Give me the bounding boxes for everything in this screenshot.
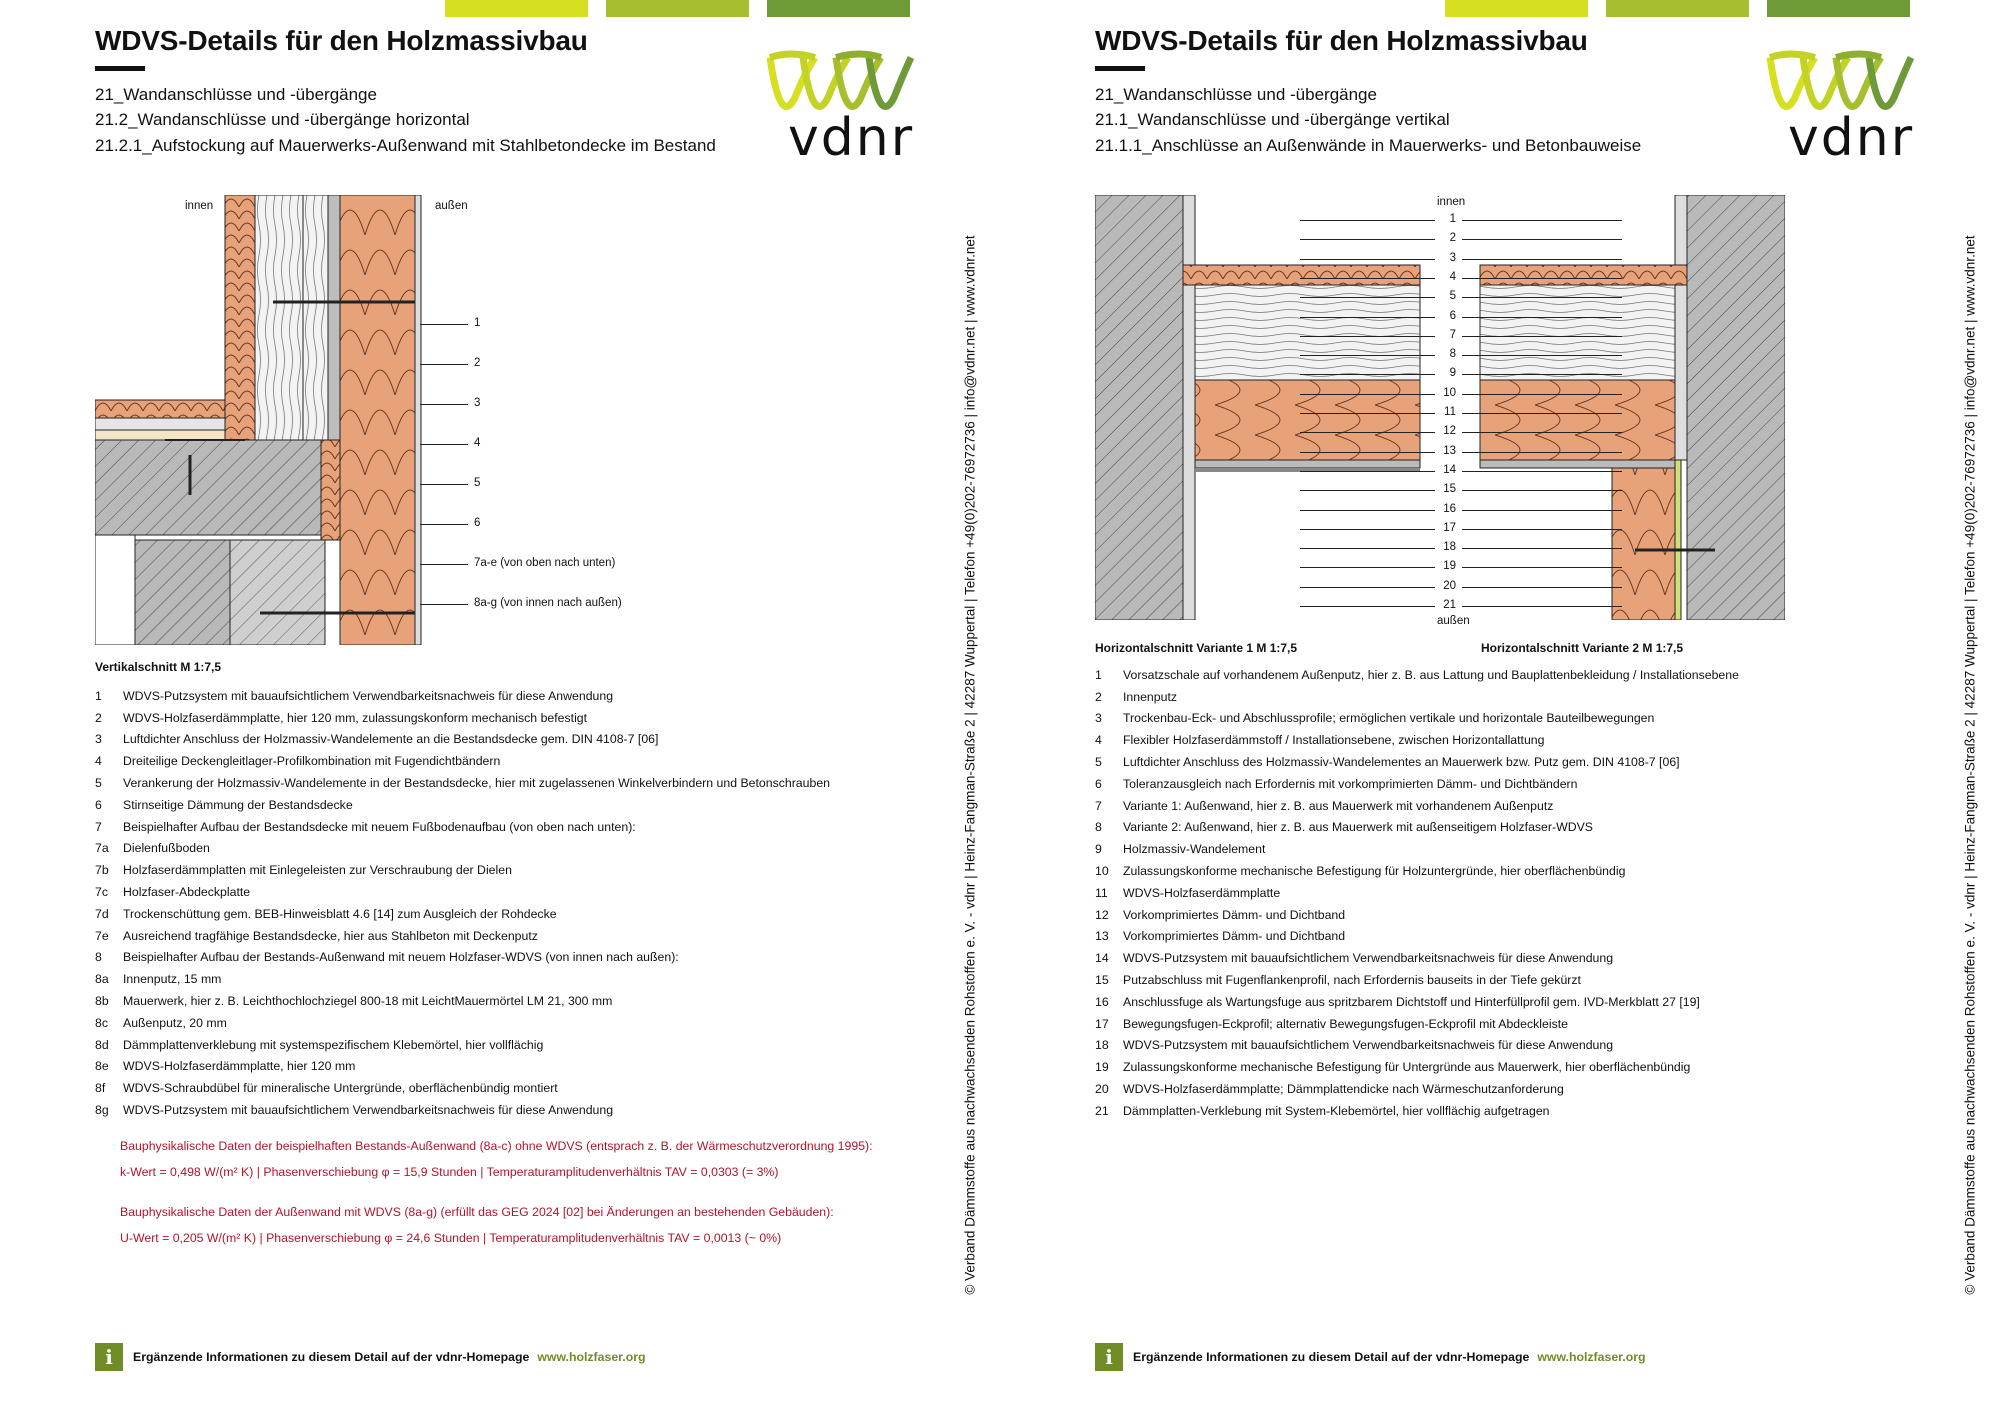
legend-text: Holzmassiv-Wandelement <box>1123 842 1266 857</box>
callout-leader <box>1300 336 1435 337</box>
footer-link[interactable]: www.holzfaser.org <box>537 1350 646 1364</box>
accent-bar-3 <box>1767 0 1910 17</box>
subtitle-section: 21.2_Wandanschlüsse und -übergänge horizontal <box>95 110 470 129</box>
note-wdvs-values: U-Wert = 0,205 W/(m² K) | Phasenverschiebung φ = 24,6 Stunden | Temperaturamplitudenverhältnis TAV = 0,0013 (~ 0%) <box>120 1231 782 1245</box>
legend-number: 7 <box>95 819 102 834</box>
callout-leader <box>420 324 468 325</box>
callout-leader <box>1462 548 1622 549</box>
subtitle-section: 21.1_Wandanschlüsse und -übergänge vertikal <box>1095 110 1450 129</box>
legend-text: Anschlussfuge als Wartungsfuge aus spritzbarem Dichtstoff und Hinterfüllprofil gem. IVD-Merkblatt 27 [19] <box>1123 994 1700 1009</box>
legend-number: 5 <box>1095 755 1102 770</box>
legend-item <box>95 1056 830 1078</box>
callout-leader <box>1462 510 1622 511</box>
callout-leader <box>1462 587 1622 588</box>
callout-leader <box>1462 278 1622 279</box>
legend-item <box>1095 664 1739 686</box>
legend-item <box>1095 991 1739 1013</box>
callout-leader <box>1300 587 1435 588</box>
legend-text: Dielenfußboden <box>123 841 210 856</box>
callout-leader <box>1300 490 1435 491</box>
legend-item <box>95 925 830 947</box>
callout-number: 15 <box>1443 483 1456 496</box>
callout-leader <box>1300 297 1435 298</box>
note-existing-values: k-Wert = 0,498 W/(m² K) | Phasenverschiebung φ = 15,9 Stunden | Temperaturamplitudenverhältnis TAV = 0,0303 (= 3%) <box>120 1165 779 1179</box>
legend-item <box>1095 686 1739 708</box>
legend-item <box>1095 817 1739 839</box>
callout-leader <box>1300 567 1435 568</box>
legend-number: 8 <box>1095 820 1102 835</box>
legend-text: Toleranzausgleich nach Erfordernis mit vorkomprimierten Dämm- und Dichtbändern <box>1123 776 1578 791</box>
legend-text: WDVS-Putzsystem mit bauaufsichtlichem Verwendbarkeitsnachweis für diese Anwendung <box>1123 951 1614 966</box>
legend-number: 8c <box>95 1015 108 1030</box>
legend-item <box>1095 708 1739 730</box>
legend-text: Dreiteilige Deckengleitlager-Profilkombination mit Fugendichtbändern <box>123 754 501 769</box>
callout-leader <box>1462 336 1622 337</box>
side-imprint <box>960 140 980 1390</box>
legend-number: 7e <box>95 928 109 943</box>
legend-text: WDVS-Putzsystem mit bauaufsichtlichem Verwendbarkeitsnachweis für diese Anwendung <box>123 1103 614 1118</box>
legend-list <box>95 685 830 1121</box>
callout-leader <box>1300 432 1435 433</box>
callout-number: 20 <box>1443 579 1456 592</box>
legend-text: Beispielhafter Aufbau der Bestandsdecke mit neuem Fußbodenaufbau (von oben nach unten): <box>123 819 636 834</box>
legend-item <box>95 707 830 729</box>
legend-item <box>95 881 830 903</box>
footer-text: Ergänzende Informationen zu diesem Detail auf der vdnr-Homepage <box>1133 1350 1530 1364</box>
callout-label: 6 <box>474 517 481 529</box>
callout-leader <box>1300 548 1435 549</box>
accent-bar-2 <box>606 0 749 17</box>
legend-number: 8g <box>95 1103 109 1118</box>
vertical-section-drawing <box>95 195 515 645</box>
legend-item <box>1095 795 1739 817</box>
callout-number: 12 <box>1443 425 1456 438</box>
legend-number: 8d <box>95 1037 109 1052</box>
callout-leader <box>1300 278 1435 279</box>
legend-text: Vorsatzschale auf vorhandenem Außenputz, hier z. B. aus Lattung und Bauplattenbekleidung / Installationsebene <box>1123 667 1739 682</box>
callout-leader <box>420 604 468 605</box>
legend-item <box>1095 773 1739 795</box>
legend-number: 1 <box>95 688 102 703</box>
legend-number: 3 <box>1095 711 1102 726</box>
legend-number: 8f <box>95 1081 106 1096</box>
legend-text: Beispielhafter Aufbau der Bestands-Außenwand mit neuem Holzfaser-WDVS (von innen nach außen): <box>123 950 679 965</box>
info-icon: i <box>95 1343 123 1371</box>
legend-number: 12 <box>1095 907 1109 922</box>
legend-number: 20 <box>1095 1082 1109 1097</box>
legend-number: 14 <box>1095 951 1109 966</box>
callout-leader <box>1462 317 1622 318</box>
callout-leader <box>1300 606 1435 607</box>
legend-text: Innenputz <box>1123 689 1178 704</box>
legend-item <box>95 794 830 816</box>
legend-item <box>1095 1013 1739 1035</box>
legend-text: WDVS-Holzfaserdämmplatte, hier 120 mm, zulassungskonform mechanisch befestigt <box>123 710 588 725</box>
callout-number: 6 <box>1449 309 1456 322</box>
legend-item <box>1095 1078 1739 1100</box>
legend-number: 4 <box>95 754 102 769</box>
legend-text: Verankerung der Holzmassiv-Wandelemente in der Bestandsdecke, hier mit zugelassenen Winkelverbindern und Betonschrauben <box>123 776 831 791</box>
legend-number: 2 <box>1095 689 1102 704</box>
subtitle-chapter: 21_Wandanschlüsse und -übergänge <box>95 85 377 104</box>
legend-number: 16 <box>1095 994 1109 1009</box>
callout-label: 7a-e (von oben nach unten) <box>474 557 616 569</box>
legend-number: 8a <box>95 972 109 987</box>
legend-item <box>95 947 830 969</box>
callout-leader <box>420 524 468 525</box>
callout-leader <box>420 564 468 565</box>
callout-leader <box>1300 239 1435 240</box>
legend-text: Holzfaserdämmplatten mit Einlegeleisten zur Verschraubung der Dielen <box>123 863 512 878</box>
legend-text: WDVS-Putzsystem mit bauaufsichtlichem Verwendbarkeitsnachweis für diese Anwendung <box>1123 1038 1614 1053</box>
legend-text: Dämmplatten-Verklebung mit System-Klebemörtel, hier vollflächig aufgetragen <box>1123 1103 1550 1118</box>
legend-number: 13 <box>1095 929 1109 944</box>
imprint-text: © Verband Dämmstoffe aus nachwachsenden Rohstoffen e. V. - vdnr | Heinz-Fangman-Straße 2 | 42287 Wuppertal | Telefon +49(0)202-76972736 | info@vdnr.net | www.vdnr.net <box>1962 235 1978 1295</box>
legend-number: 19 <box>1095 1060 1109 1075</box>
legend-text: Außenputz, 20 mm <box>123 1015 227 1030</box>
legend-text: Vorkomprimiertes Dämm- und Dichtband <box>1123 907 1346 922</box>
legend-number: 4 <box>1095 733 1102 748</box>
legend-item <box>95 968 830 990</box>
callout-leader <box>1300 452 1435 453</box>
callout-leader <box>1462 606 1622 607</box>
callout-number: 19 <box>1443 560 1456 573</box>
legend-item <box>95 1077 830 1099</box>
footer-info <box>1095 1343 1646 1371</box>
legend-number: 7a <box>95 841 109 856</box>
legend-text: Zulassungskonforme mechanische Befestigung für Untergründe aus Mauerwerk, hier oberflächenbündig <box>1123 1060 1691 1075</box>
callout-leader <box>1462 239 1622 240</box>
legend-number: 11 <box>1095 885 1108 900</box>
legend-item <box>95 1012 830 1034</box>
accent-bar-2 <box>1606 0 1749 17</box>
subtitle-detail: 21.1.1_Anschlüsse an Außenwände in Mauerwerks- und Betonbauweise <box>1095 136 1642 155</box>
callout-leader <box>1462 355 1622 356</box>
legend-number: 8b <box>95 994 109 1009</box>
callout-leader <box>1462 394 1622 395</box>
legend-number: 1 <box>1095 667 1102 682</box>
legend-text: Zulassungskonforme mechanische Befestigung für Holzuntergründe, hier oberflächenbündig <box>1123 864 1626 879</box>
callout-number: 13 <box>1443 444 1456 457</box>
legend-item <box>95 772 830 794</box>
side-imprint <box>1960 140 1980 1390</box>
callout-leader <box>420 364 468 365</box>
accent-bar-1 <box>445 0 588 17</box>
legend-item <box>95 838 830 860</box>
callout-number: 3 <box>1449 251 1456 264</box>
legend-number: 17 <box>1095 1016 1109 1031</box>
callout-leader <box>1300 510 1435 511</box>
legend-text: Stirnseitige Dämmung der Bestandsdecke <box>123 797 353 812</box>
accent-bar-3 <box>767 0 910 17</box>
legend-number: 7b <box>95 863 109 878</box>
legend-item <box>1095 729 1739 751</box>
legend-item <box>95 1034 830 1056</box>
legend-item <box>1095 751 1739 773</box>
legend-number: 9 <box>1095 842 1102 857</box>
callout-leader <box>1300 471 1435 472</box>
legend-item <box>1095 969 1739 991</box>
callout-label: 8a-g (von innen nach außen) <box>474 597 622 609</box>
callout-leader <box>1462 490 1622 491</box>
callout-label: 3 <box>474 397 481 409</box>
legend-number: 10 <box>1095 864 1109 879</box>
legend-text: WDVS-Holzfaserdämmplatte, hier 120 mm <box>123 1059 356 1074</box>
legend-item <box>1095 947 1739 969</box>
callout-number: 2 <box>1449 232 1456 245</box>
title-rule <box>1095 66 1145 71</box>
legend-text: Vorkomprimiertes Dämm- und Dichtband <box>1123 929 1346 944</box>
legend-text: Luftdichter Anschluss des Holzmassiv-Wandelementes an Mauerwerk bzw. Putz gem. DIN 4108-7 [06] <box>1123 755 1680 770</box>
callout-leader <box>420 444 468 445</box>
callout-number: 14 <box>1443 463 1456 476</box>
legend-item <box>95 729 830 751</box>
legend-text: Innenputz, 15 mm <box>123 972 222 987</box>
footer-text: Ergänzende Informationen zu diesem Detail auf der vdnr-Homepage <box>133 1350 530 1364</box>
legend-text: Trockenschüttung gem. BEB-Hinweisblatt 4.6 [14] zum Ausgleich der Rohdecke <box>123 906 557 921</box>
legend-item <box>95 816 830 838</box>
logo-text: vdnr <box>1788 108 1915 168</box>
callout-number: 16 <box>1443 502 1456 515</box>
subtitle-chapter: 21_Wandanschlüsse und -übergänge <box>1095 85 1377 104</box>
legend-text: WDVS-Putzsystem mit bauaufsichtlichem Verwendbarkeitsnachweis für diese Anwendung <box>123 688 614 703</box>
callout-number: 11 <box>1444 406 1456 418</box>
drawing-caption-variant-1: Horizontalschnitt Variante 1 M 1:7,5 <box>1095 641 1298 655</box>
label-inside: innen <box>1437 196 1466 208</box>
callout-number: 9 <box>1449 367 1456 380</box>
drawing-caption: Vertikalschnitt M 1:7,5 <box>95 660 222 674</box>
callout-leader <box>1462 471 1622 472</box>
callout-leader <box>1300 413 1435 414</box>
legend-text: Dämmplattenverklebung mit systemspezifischem Klebemörtel, hier vollflächig <box>123 1037 544 1052</box>
legend-item <box>95 685 830 707</box>
callout-number: 4 <box>1449 270 1456 283</box>
callout-number: 7 <box>1449 328 1456 341</box>
callout-leader <box>1300 394 1435 395</box>
callout-leader <box>1300 317 1435 318</box>
legend-number: 8e <box>95 1059 109 1074</box>
legend-number: 7c <box>95 885 108 900</box>
legend-number: 6 <box>1095 776 1102 791</box>
legend-text: WDVS-Holzfaserdämmplatte; Dämmplattendicke nach Wärmeschutzanforderung <box>1123 1082 1564 1097</box>
legend-number: 2 <box>95 710 102 725</box>
imprint-text: © Verband Dämmstoffe aus nachwachsenden Rohstoffen e. V. - vdnr | Heinz-Fangman-Straße 2 | 42287 Wuppertal | Telefon +49(0)202-76972736 | info@vdnr.net | www.vdnr.net <box>962 235 978 1295</box>
legend-item <box>1095 926 1739 948</box>
callout-leader <box>420 484 468 485</box>
callout-leader <box>1462 432 1622 433</box>
callout-label: 2 <box>474 357 481 369</box>
legend-item <box>95 1099 830 1121</box>
legend-text: WDVS-Holzfaserdämmplatte <box>1123 885 1281 900</box>
legend-text: Mauerwerk, hier z. B. Leichthochlochziegel 800-18 mit LeichtMauermörtel LM 21, 300 mm <box>123 994 613 1009</box>
building-physics-notes <box>120 1133 873 1251</box>
callout-label: 1 <box>474 317 481 329</box>
legend-item <box>1095 882 1739 904</box>
page-title: WDVS-Details für den Holzmassivbau <box>95 25 588 56</box>
legend-text: WDVS-Schraubdübel für mineralische Untergründe, oberflächenbündig montiert <box>123 1081 558 1096</box>
title-rule <box>95 66 145 71</box>
label-outside: außen <box>435 200 468 212</box>
label-outside: außen <box>1437 615 1470 627</box>
vertical-section-svg <box>95 195 515 645</box>
callout-leader <box>1462 220 1622 221</box>
logo-text: vdnr <box>788 108 915 168</box>
callout-number: 8 <box>1449 348 1456 361</box>
callout-number: 10 <box>1443 386 1456 399</box>
callout-label: 5 <box>474 477 481 489</box>
legend-text: Flexibler Holzfaserdämmstoff / Installationsebene, zwischen Horizontallattung <box>1123 733 1545 748</box>
legend-item <box>95 990 830 1012</box>
callout-number: 21 <box>1443 599 1456 611</box>
callout-leader <box>1300 355 1435 356</box>
note-existing-heading: Bauphysikalische Daten der beispielhaften Bestands-Außenwand (8a-c) ohne WDVS (entsprach z. B. der Wärmeschutzverordnung 1995): <box>120 1139 873 1153</box>
legend-number: 21 <box>1095 1103 1109 1118</box>
legend-item <box>1095 860 1739 882</box>
legend-number: 3 <box>95 732 102 747</box>
accent-bar-1 <box>1445 0 1588 17</box>
legend-text: Variante 2: Außenwand, hier z. B. aus Mauerwerk mit außenseitigem Holzfaser-WDVS <box>1123 820 1593 835</box>
subtitle-detail: 21.2.1_Aufstockung auf Mauerwerks-Außenwand mit Stahlbetondecke im Bestand <box>95 136 716 155</box>
legend-number: 15 <box>1095 973 1109 988</box>
info-icon: i <box>1095 1343 1123 1371</box>
legend-item <box>95 903 830 925</box>
legend-list <box>1095 664 1739 1122</box>
page-title: WDVS-Details für den Holzmassivbau <box>1095 25 1588 56</box>
callout-leader <box>1300 374 1435 375</box>
legend-text: Bewegungsfugen-Eckprofil; alternativ Bewegungsfugen-Eckprofil mit Abdeckleiste <box>1123 1016 1568 1031</box>
legend-number: 8 <box>95 950 102 965</box>
callout-leader <box>1462 374 1622 375</box>
callout-leader <box>420 404 468 405</box>
legend-text: Variante 1: Außenwand, hier z. B. aus Mauerwerk mit vorhandenem Außenputz <box>1123 798 1554 813</box>
callout-leader <box>1462 567 1622 568</box>
legend-text: Trockenbau-Eck- und Abschlussprofile; ermöglichen vertikale und horizontale Bauteilbewegungen <box>1123 711 1655 726</box>
callout-number: 1 <box>1449 213 1456 225</box>
legend-item <box>1095 904 1739 926</box>
legend-item <box>1095 1035 1739 1057</box>
footer-info <box>95 1343 646 1371</box>
legend-item <box>1095 1100 1739 1122</box>
callout-leader <box>1462 413 1622 414</box>
callout-number: 5 <box>1449 290 1456 303</box>
callout-leader <box>1300 259 1435 260</box>
callout-leader <box>1462 297 1622 298</box>
legend-text: Luftdichter Anschluss der Holzmassiv-Wandelemente an die Bestandsdecke gem. DIN 4108-7 [06] <box>123 732 659 747</box>
drawing-caption-variant-2: Horizontalschnitt Variante 2 M 1:7,5 <box>1481 641 1684 655</box>
legend-item <box>95 750 830 772</box>
note-wdvs-heading: Bauphysikalische Daten der Außenwand mit WDVS (8a-g) (erfüllt das GEG 2024 [02] bei Änderungen an bestehenden Gebäuden): <box>120 1205 834 1219</box>
legend-text: Ausreichend tragfähige Bestandsdecke, hier aus Stahlbeton mit Deckenputz <box>123 928 538 943</box>
callout-number: 18 <box>1443 541 1456 554</box>
callout-number: 17 <box>1443 521 1456 534</box>
callout-leader <box>1300 529 1435 530</box>
legend-item <box>1095 1056 1739 1078</box>
footer-link[interactable]: www.holzfaser.org <box>1537 1350 1646 1364</box>
callout-leader <box>1462 259 1622 260</box>
legend-number: 7 <box>1095 798 1102 813</box>
legend-number: 5 <box>95 776 102 791</box>
label-inside: innen <box>185 200 214 212</box>
callout-leader <box>1462 452 1622 453</box>
legend-number: 18 <box>1095 1038 1109 1053</box>
legend-item <box>1095 838 1739 860</box>
callout-leader <box>1462 529 1622 530</box>
right-page <box>1000 0 2000 1415</box>
legend-number: 7d <box>95 906 109 921</box>
legend-number: 6 <box>95 797 102 812</box>
legend-text: Holzfaser-Abdeckplatte <box>123 885 251 900</box>
legend-item <box>95 859 830 881</box>
callout-leader <box>1300 220 1435 221</box>
legend-text: Putzabschluss mit Fugenflankenprofil, nach Erfordernis bauseits in der Tiefe gekürzt <box>1123 973 1581 988</box>
callout-label: 4 <box>474 437 481 449</box>
